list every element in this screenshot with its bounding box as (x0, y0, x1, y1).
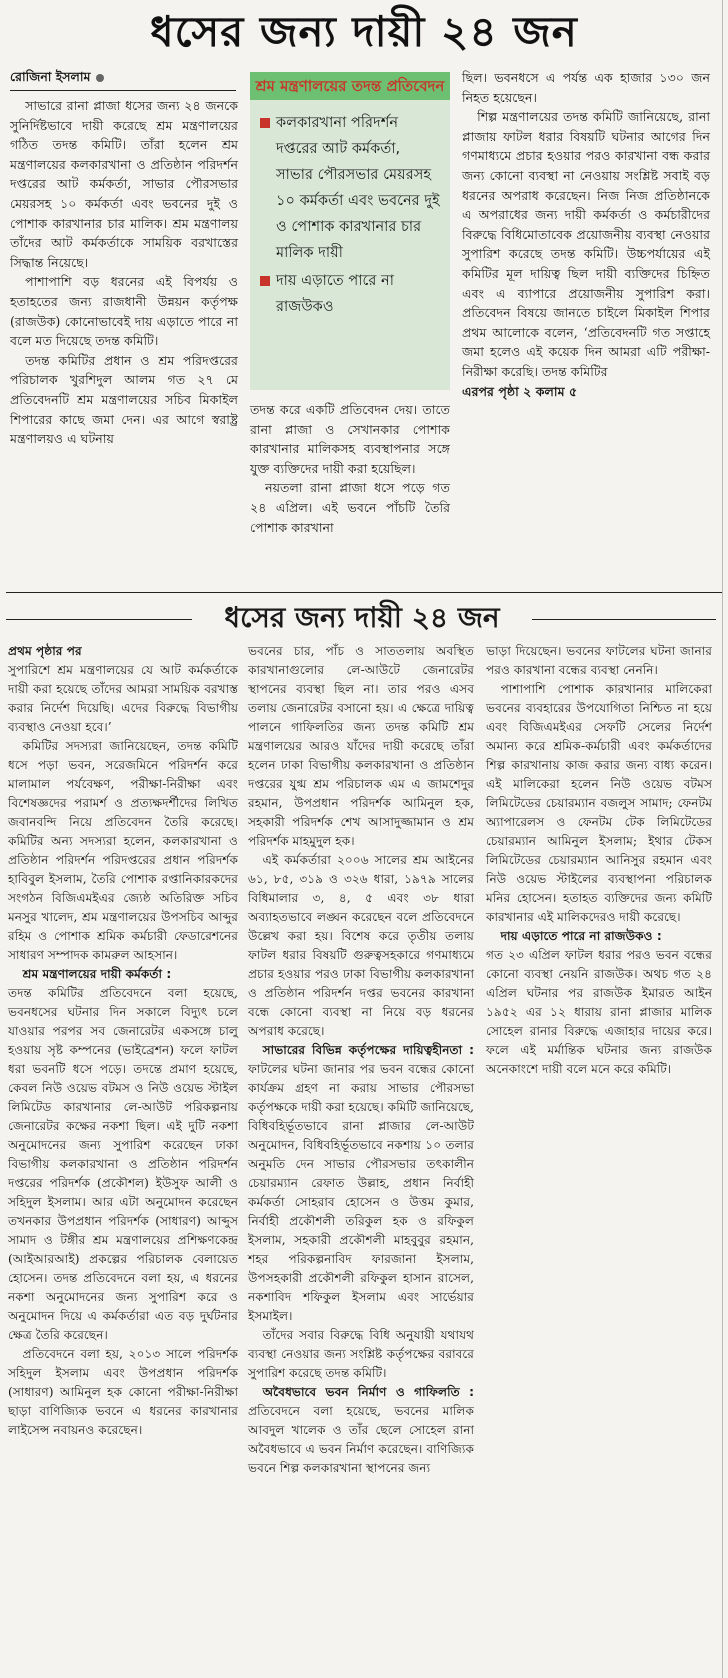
continued-link[interactable]: এরপর পৃষ্ঠা ২ কলাম ৫ (462, 383, 578, 399)
byline (10, 68, 104, 86)
highlight-item (260, 268, 440, 320)
jump-paragraph: ভাড়া দিয়েছেন। ভবনের ফাটলের ঘটনা জানার পরও কারখানা বন্ধের ব্যবস্থা নেননি। (486, 644, 712, 677)
right-edge-rule (722, 0, 723, 1678)
jump-paragraph: ভবনের চার, পাঁচ ও সাততলায় অবস্থিত কারখানাগুলোর লে-আউটে জেনারেটর স্থাপনের ব্যবস্থা ছিল না। তার পরও এসব তলায় জেনারেটর বসানো হয়। এ ক্ষেত্রে দায়িত্ব পালনে গাফিলতির জন্য তদন্ত কমিটি শ্রম মন্ত্রণালয়ের আরও যাঁদের দায়ী করেছে তাঁরা হলেন ঢাকা বিভাগীয় কলকারখানা ও প্রতিষ্ঠান দপ্তরের যুগ্ম শ্রম পরিচালক এম এ জামশেদুর রহমান, উপপ্রধান পরিদর্শক আমিনুল হক, সহকারী পরিদর্শক শেখ আসাদুজ্জামান ও শ্রম পরিদর্শক মাহমুদুল হক। (248, 644, 474, 848)
jump-headline-bar (0, 598, 728, 638)
subhead: দায় এড়াতে পারে না রাজউকও : (500, 929, 662, 943)
highlight-item-text: কলকারখানা পরিদর্শন দপ্তরের আট কর্মকর্তা, সাভার পৌরসভার মেয়রসহ ১০ কর্মকর্তা এবং ভবনের দুই ও পোশাক কারখানার চার মালিক দায়ী (276, 114, 440, 261)
jump-paragraph: প্রতিবেদনে বলা হয়, ২০১৩ সালে পরিদর্শক সহিদুল ইসলাম এবং উপপ্রধান পরিদর্শক (সাধারণ) আমিনুল হক কোনো পরীক্ষা-নিরীক্ষা ছাড়া বাণিজ্যিক ভবনে এ ধরনের কারখানার লাইসেন্স নবায়নও করেছেন। (8, 1347, 238, 1437)
byline-name: রোজিনা ইসলাম (10, 69, 91, 84)
jump-paragraph: তদন্ত কমিটির প্রতিবেদনে বলা হয়েছে, ভবনধসের ঘটনার দিন সকালে বিদ্যুৎ চলে যাওয়ার পরপর সব জেনারেটর একসঙ্গে চালু হওয়ায় সৃষ্ট কম্পনের (ভাইব্রেশন) ফলে ফাটল ধরা ভবনটি ধসে পড়ে। তদন্তে প্রমাণ হয়েছে, কেবল নিউ ওয়েভ বটমস ও নিউ ওয়েভ স্টাইল লিমিটেড কারখানার লে-আউট পরিকল্পনায় জেনারেটর কক্ষের নকশা ছিল। এই দুটি নকশা অনুমোদনের জন্য সুপারিশ করেছেন ঢাকা বিভাগীয় কলকারখানা ও প্রতিষ্ঠান পরিদর্শন দপ্তরের পরিদর্শক (প্রকৌশল) ইউসুফ আলী ও সহিদুল ইসলাম। আর এটা অনুমোদন করেছেন তখনকার উপপ্রধান পরিদর্শক (সাধারণ) আব্দুস সামাদ ও টঙ্গীর শ্রম মন্ত্রণালয়ের প্রশিক্ষণকেন্দ্র (আইআরআই) প্রকল্পের পরিচালক বেলায়েত হোসেন। তদন্ত প্রতিবেদনে বলা হয়, এ ধরনের নকশা অনুমোদনের জন্য সুপারিশ করে ও অনুমোদন দিয়ে এ কর্মকর্তারা এত বড় দুর্ঘটনার ক্ষেত্র তৈরি করেছেন। (8, 986, 238, 1342)
byline-rule (10, 90, 236, 91)
jump-from-label: প্রথম পৃষ্ঠার পর (8, 644, 82, 658)
jump-column-3 (486, 642, 712, 1342)
highlight-item (260, 110, 440, 266)
story-paragraph: নয়তলা রানা প্লাজা ধসে পড়ে গত ২৪ এপ্রিল। এই ভবনে পাঁচটি তৈরি পোশাক কারখানা (250, 480, 450, 535)
subhead: সাভারের বিভিন্ন কর্তৃপক্ষের দায়িত্বহীনতা : (262, 1043, 474, 1057)
subhead: শ্রম মন্ত্রণালয়ের দায়ী কর্মকর্তা : (22, 967, 172, 981)
section-divider (6, 592, 722, 593)
jump-column-1 (8, 642, 238, 1672)
headline-rule-left (6, 619, 196, 620)
highlight-item-text: দায় এড়াতে পারে না রাজউকও (276, 272, 394, 315)
story-paragraph: শিল্প মন্ত্রণালয়ের তদন্ত কমিটি জানিয়েছে, রানা প্লাজায় ফাটল ধরার বিষয়টি ঘটনার আগের দিন গণমাধ্যমে প্রচার হওয়ার পরও কারখানা বন্ধ করার জন্য কোনো ব্যবস্থা না নেওয়ায় সংশ্লিষ্ট সবাই বড় ধরনের অপরাধ করেছেন। নিজ নিজ প্রতিষ্ঠানকে এ অপরাধের জন্য দায়ী কর্মকর্তা ও কর্মচারীদের বিরুদ্ধে বিধিমোতাবেক প্রয়োজনীয় ব্যবস্থা নেওয়ার সুপারিশ করেছে তদন্ত কমিটি। উচ্চপর্যায়ের এই কমিটির মূল দায়িত্ব ছিল দায়ী ব্যক্তিদের চিহ্নিত এবং এ ব্যাপারে প্রয়োজনীয় সুপারিশ করা। প্রতিবেদন বিষয়ে জানতে চাইলে মিকাইল শিপার প্রথম আলোকে বলেন, ‘প্রতিবেদনটি গত সপ্তাহে জমা হলেও এই কয়েক দিন আমরা এটি পরীক্ষা-নিরীক্ষা করেছি। তদন্ত কমিটির (462, 109, 710, 379)
story-paragraph: সাভারে রানা প্লাজা ধসের জন্য ২৪ জনকে সুনির্দিষ্টভাবে দায়ী করেছে শ্রম মন্ত্রণালয়ের গঠিত তদন্ত কমিটি। তাঁরা হলেন শ্রম মন্ত্রণালয়ের কলকারখানা ও প্রতিষ্ঠান পরিদর্শন দপ্তরের আট কর্মকর্তা, সাভার পৌরসভার মেয়রসহ ১০ কর্মকর্তা এবং ভবনের দুই ও পোশাক কারখানার চার মালিক। শ্রম মন্ত্রণালয় তাঁদের আট কর্মকর্তাকে সাময়িক বরখাস্তের সিদ্ধান্ত নিয়েছে। (10, 98, 238, 270)
story-column-1 (10, 96, 238, 590)
byline-dot-icon (96, 74, 104, 82)
story-column-2 (250, 400, 450, 590)
story-column-3 (462, 68, 710, 590)
jump-paragraph: গত ২৩ এপ্রিল ফাটল ধরার পরও ভবন বন্ধের কোনো ব্যবস্থা নেয়নি রাজউক। অথচ গত ২৪ এপ্রিল ঘটনার পর রাজউক ইমারত আইন ১৯৫২ এর ১২ ধারায় রানা প্লাজার মালিক সোহেল রানার বিরুদ্ধে এজাহার দায়ের করে। ফলে এই মর্মান্তিক ঘটনার জন্য রাজউক অনেকাংশে দায়ী বলে মনে করে কমিটি। (486, 948, 712, 1076)
story-paragraph: ছিল। ভবনধসে এ পর্যন্ত এক হাজার ১৩০ জন নিহত হয়েছেন। (462, 70, 710, 105)
story-paragraph: তদন্ত কমিটির প্রধান ও শ্রম পরিদপ্তরের পরিচালক খুরশিদুল আলম গত ২৭ মে প্রতিবেদনটি শ্রম মন্ত্রণালয়ের সচিব মিকাইল শিপারের কাছে জমা দেন। এর আগে স্বরাষ্ট্র মন্ত্রণালয়ও এ ঘটনায় (10, 352, 238, 447)
square-bullet-icon (260, 118, 270, 128)
jump-paragraph: সুপারিশে শ্রম মন্ত্রণালয়ের যে আট কর্মকর্তাকে দায়ী করা হয়েছে তাঁদের আমরা সাময়িক বরখাস্ত করার নির্দেশ দিয়েছি। এদের বিরুদ্ধে বিভাগীয় ব্যবস্থাও নেওয়া হবে।’ (8, 663, 238, 734)
jump-paragraph: প্রতিবেদনে বলা হয়েছে, ভবনের মালিক আবদুল খালেক ও তাঁর ছেলে সোহেল রানা অবৈধভাবে এ ভবন নির্মাণ করেছেন। বাণিজ্যিক ভবনে শিল্প কলকারখানা স্থাপনের জন্য (248, 1404, 474, 1475)
highlight-box-title: শ্রম মন্ত্রণালয়ের তদন্ত প্রতিবেদন (250, 72, 450, 100)
jump-paragraph: এই কর্মকর্তারা ২০০৬ সালের শ্রম আইনের ৬১, ৮৫, ৩১৯ ও ৩২৬ ধারা, ১৯৭৯ সালের বিধিমালার ৩, ৪, ৫ এবং ৩৮ ধারা অব্যাহতভাবে লঙ্ঘন করেছেন বলে প্রতিবেদনে উল্লেখ করা হয়। বিশেষ করে তৃতীয় তলায় ফাটল ধরার বিষয়টি গুরুত্বসহকারে গণমাধ্যমে প্রচার হওয়ার পরও ঢাকা বিভাগীয় কলকারখানা ও প্রতিষ্ঠান পরিদর্শন দপ্তর ভবনের কারখানা বন্ধে কোনো ব্যবস্থা না নিয়ে বড় ধরনের অপরাধ করেছে। (248, 853, 474, 1038)
jump-paragraph: কমিটির সদস্যরা জানিয়েছেন, তদন্ত কমিটি ধসে পড়া ভবন, সরেজমিনে পরিদর্শন করে মালামাল পর্যবেক্ষণ, পরীক্ষা-নিরীক্ষা এবং বিশেষজ্ঞদের পরামর্শ ও প্রত্যক্ষদর্শীদের লিখিত জবানবন্দি নিয়ে প্রতিবেদন তৈরি করেছে। কমিটির অন্য সদস্যরা হলেন, কলকারখানা ও প্রতিষ্ঠান পরিদর্শন পরিদপ্তরের প্রধান পরিদর্শক হাবিবুল ইসলাম, তৈরি পোশাক রপ্তানিকারকদের সংগঠন বিজিএমইএর জ্যেষ্ঠ অতিরিক্ত সচিব মনসুর খালেদ, শ্রম মন্ত্রণালয়ের উপসচিব আব্দুর রহিম ও পোশাক শ্রমিক কর্মচারী ফেডারেশনের সাধারণ সম্পাদক কামরুল আহসান। (8, 739, 238, 962)
highlight-box (250, 72, 450, 390)
story-paragraph: তদন্ত করে একটি প্রতিবেদন দেয়। তাতে রানা প্লাজা ও সেখানকার পোশাক কারখানার মালিকসহ ব্যবস্থাপনার সঙ্গে যুক্ত ব্যক্তিদের দায়ী করা হয়েছিল। (250, 402, 450, 476)
headline-rule-right (530, 619, 716, 620)
subhead: অবৈধভাবে ভবন নির্মাণ ও গাফিলতি : (262, 1385, 474, 1399)
jump-column-2 (248, 642, 474, 1672)
jump-paragraph: ফাটলের ঘটনা জানার পর ভবন বন্ধের কোনো কার্যক্রম গ্রহণ না করায় সাভার পৌরসভা কর্তৃপক্ষকে দায়ী করা হয়েছে। কমিটি জানিয়েছে, বিধিবহির্ভূতভাবে রানা প্লাজার লে-আউট অনুমোদন, বিধিবহির্ভূতভাবে নকশায় ১০ তলার অনুমতি দেন সাভার পৌরসভার তৎকালীন চেয়ারম্যান রেফাত উল্লাহ, প্রধান নির্বাহী কর্মকর্তা সোহরাব হোসেন ও উত্তম কুমার, নির্বাহী প্রকৌশলী তরিকুল হক ও রফিকুল ইসলাম, সহকারী প্রকৌশলী মাহবুবুর রহমান, শহর পরিকল্পনাবিদ ফারজানা ইসলাম, উপসহকারী প্রকৌশলী রফিকুল হাসান রাসেল, নকশাবিদ শফিকুল ইসলাম এবং সার্ভেয়ার ইসমাইল। (248, 1062, 474, 1323)
main-headline: ধসের জন্য দায়ী ২৪ জন (150, 7, 578, 56)
jump-paragraph: তাঁদের সবার বিরুদ্ধে বিধি অনুযায়ী যথাযথ ব্যবস্থা নেওয়ার জন্য সংশ্লিষ্ট কর্তৃপক্ষের বরাবরে সুপারিশ করেছে তদন্ত কমিটি। (248, 1328, 474, 1380)
jump-paragraph: পাশাপাশি পোশাক কারখানার মালিকেরা ভবনের ব্যবহারের উপযোগিতা নিশ্চিত না হয়ে এবং বিজিএমইএর সেফটি সেলের নির্দেশ অমান্য করে শ্রমিক-কর্মচারী এবং কর্মকর্তাদের শিল্প কারখানায় কাজ করার জন্য বাধ্য করেন। এই মালিকেরা হলেন নিউ ওয়েভ বটমস লিমিটেডের চেয়ারম্যান বজলুস সামাদ; ফেনটম অ্যাপারেলস ও ফেনটম টেক লিমিটেডের চেয়ারম্যান আমিনুল ইসলাম; ইথার টেকস লিমিটেডের চেয়ারম্যান আনিসুর রহমান এবং নিউ ওয়েভ স্টাইলের ব্যবস্থাপনা পরিচালক মনির হোসেন। হতাহত ব্যক্তিদের জন্য কমিটি কারখানার এই মালিকদেরও দায়ী করেছে। (486, 682, 712, 924)
jump-headline: ধসের জন্য দায়ী ২৪ জন (192, 598, 532, 638)
square-bullet-icon (260, 276, 270, 286)
story-paragraph: পাশাপাশি বড় ধরনের এই বিপর্যয় ও হতাহতের জন্য রাজধানী উন্নয়ন কর্তৃপক্ষ (রাজউক) কোনোভাবেই দায় এড়াতে পারে না বলে মত দিয়েছে তদন্ত কমিটি। (10, 274, 238, 349)
